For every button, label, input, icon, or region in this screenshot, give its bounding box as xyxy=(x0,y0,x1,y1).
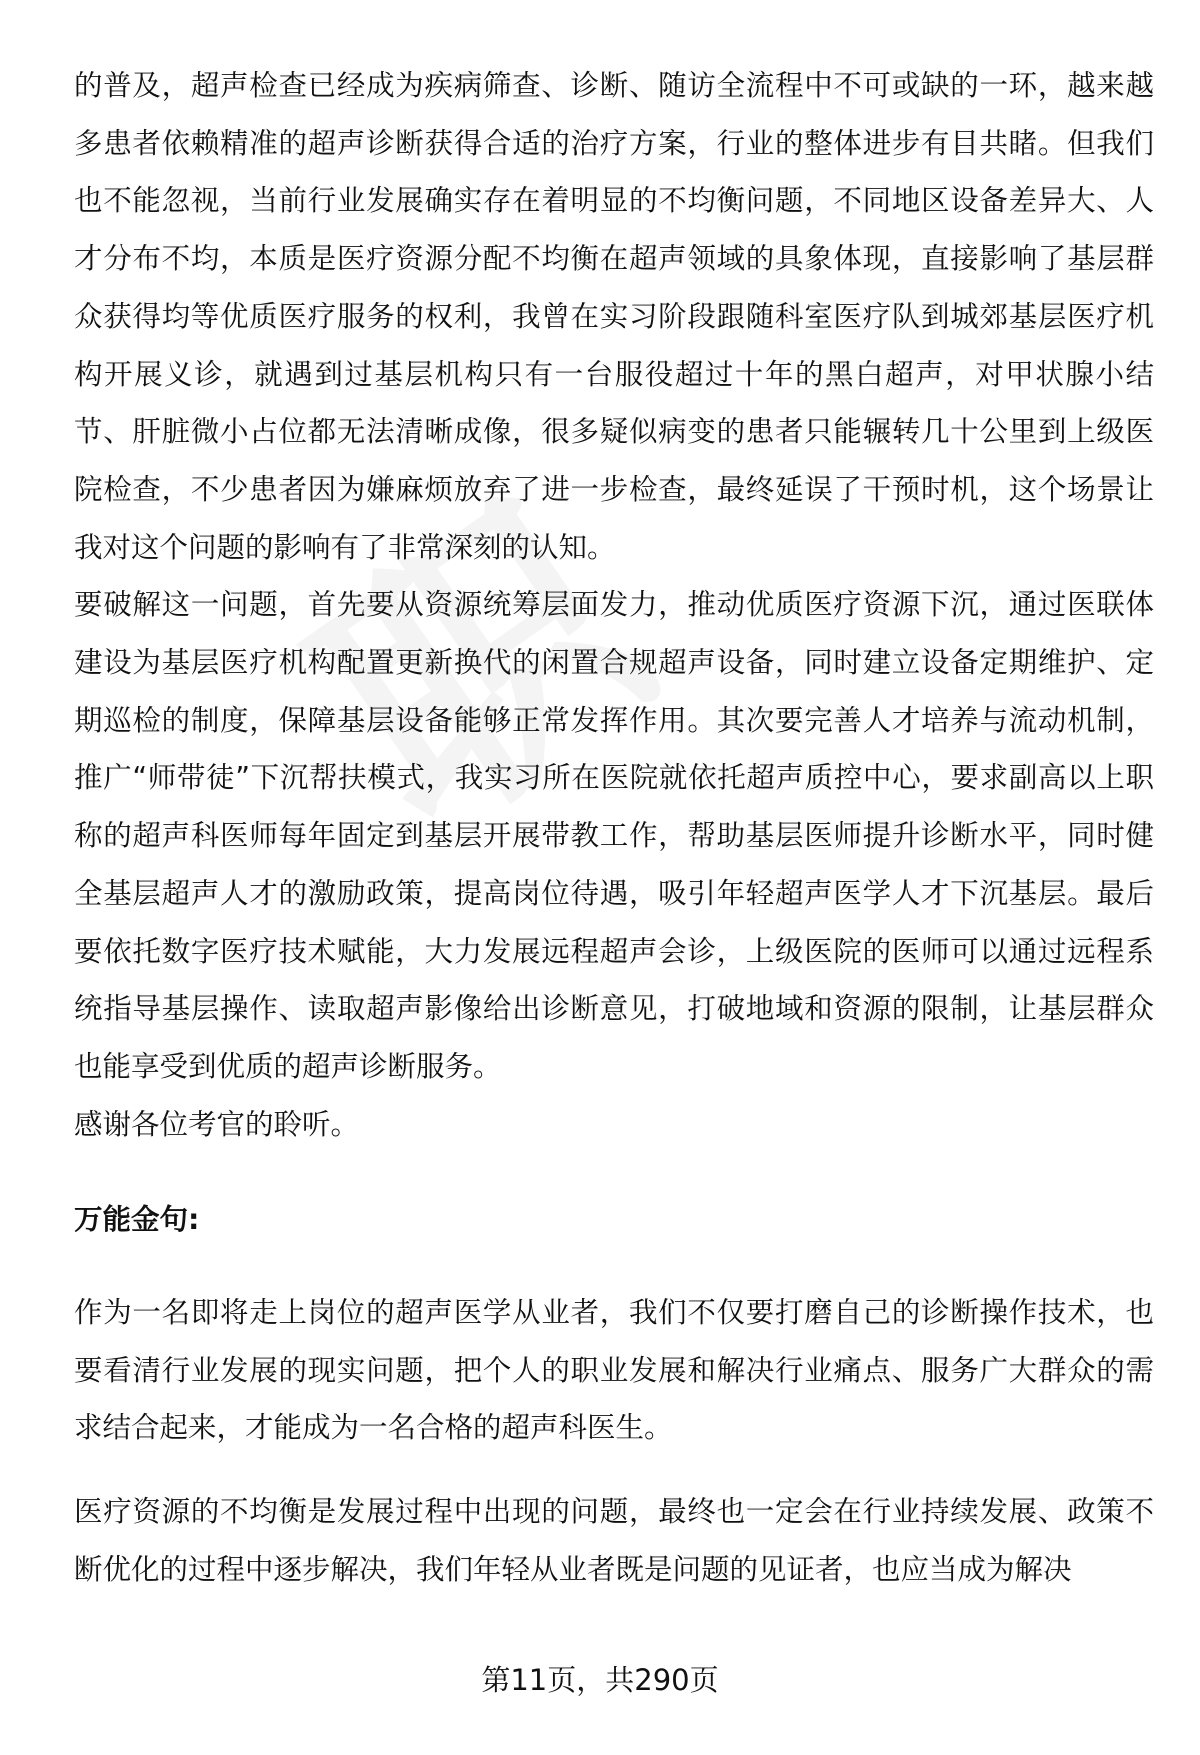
section-heading-golden-quotes: 万能金句: xyxy=(74,1203,200,1237)
document-body xyxy=(74,57,1154,1599)
paragraph-solutions: 要破解这一问题，首先要从资源统筹层面发力，推动优质医疗资源下沉，通过医联体建设为基层医疗机构配置更新换代的闲置合规超声设备，同时建立设备定期维护、定期巡检的制度，保障基层设备能够正常发挥作用。其次要完善人才培养与流动机制，推广“师带徒”下沉帮扶模式，我实习所在医院就依托超声质控中心，要求副高以上职称的超声科医师每年固定到基层开展带教工作，帮助基层医师提升诊断水平，同时健全基层超声人才的激励政策，提高岗位待遇，吸引年轻超声医学人才下沉基层。最后要依托数字医疗技术赋能，大力发展远程超声会诊，上级医院的医师可以通过远程系统指导基层操作、读取超声影像给出诊断意见，打破地域和资源的限制，让基层群众也能享受到优质的超声诊断服务。 xyxy=(74,588,1154,1083)
paragraph-quote-1: 作为一名即将走上岗位的超声医学从业者，我们不仅要打磨自己的诊断操作技术，也要看清行业发展的现实问题，把个人的职业发展和解决行业痛点、服务广大群众的需求结合起来，才能成为一名合格的超声科医生。 xyxy=(74,1296,1154,1445)
paragraph-quote-2: 医疗资源的不均衡是发展过程中出现的问题，最终也一定会在行业持续发展、政策不断优化的过程中逐步解决，我们年轻从业者既是问题的见证者，也应当成为解决 xyxy=(74,1495,1154,1586)
page-number-footer: 第11页，共290页 xyxy=(481,1663,719,1697)
paragraph-closing-thanks: 感谢各位考官的聆听。 xyxy=(74,1107,360,1141)
paragraph-problem-description: 的普及，超声检查已经成为疾病筛查、诊断、随访全流程中不可或缺的一环，越来越多患者依赖精准的超声诊断获得合适的治疗方案，行业的整体进步有目共睹。但我们也不能忽视，当前行业发展确实存在着明显的不均衡问题，不同地区设备差异大、人才分布不均，本质是医疗资源分配不均衡在超声领域的具象体现，直接影响了基层群众获得均等优质医疗服务的权利，我曾在实习阶段跟随科室医疗队到城郊基层医疗机构开展义诊，就遇到过基层机构只有一台服役超过十年的黑白超声，对甲状腺小结节、肝脏微小占位都无法清晰成像，很多疑似病变的患者只能辗转几十公里到上级医院检查，不少患者因为嫌麻烦放弃了进一步检查，最终延误了干预时机，这个场景让我对这个问题的影响有了非常深刻的认知。 xyxy=(74,69,1154,564)
